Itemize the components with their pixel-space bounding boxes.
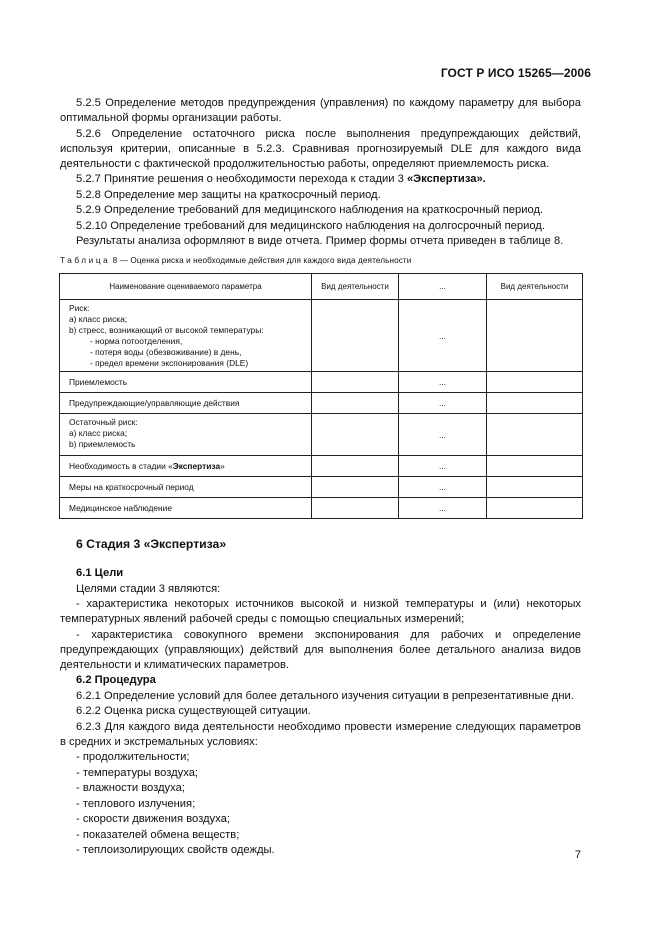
table-header-row <box>60 274 583 300</box>
risk-subline: - потеря воды (обезвоживание) в день, <box>90 347 242 357</box>
cell-empty <box>487 414 583 456</box>
cell-ellipsis: ... <box>399 414 487 456</box>
residual-line: Остаточный риск: <box>69 417 138 427</box>
para-5-2-5: 5.2.5 Определение методов предупреждения (управления) по каждому параметру для выбора оптимальной формы организации работы. <box>60 97 581 124</box>
list-item: - продолжительности; <box>76 751 190 763</box>
row-need-stage-label <box>60 456 312 477</box>
list-item: - теплового излучения; <box>76 797 196 810</box>
table-row <box>60 393 583 414</box>
cell-empty <box>312 300 399 372</box>
para-5-2-10: 5.2.10 Определение требований для медицинского наблюдения на долгосрочный период. <box>76 219 545 232</box>
cell-empty <box>487 498 583 519</box>
goal-item: - характеристика некоторых источников высокой и низкой температуры и (или) некоторых температурных явлений рабочей среды с помощью специальных измерений; <box>60 598 581 625</box>
header-activity-2: Вид деятельности <box>487 274 583 300</box>
row-risk-label <box>60 300 312 372</box>
para-6-2-1: 6.2.1 Определение условий для более детального изучения ситуации в репрезентативные дни. <box>76 689 574 702</box>
goal-item: - характеристика совокупного времени экспонирования для рабочих и определение предупреждающих (управляющих) действий для выполнения более детального анализа видов деятельности и климатических параметров. <box>60 628 581 671</box>
row-short-term-label: Меры на краткосрочный период <box>60 477 312 498</box>
section-6-heading: 6 Стадия 3 «Экспертиза» <box>76 537 227 551</box>
heading-6-2: 6.2 Процедура <box>76 674 156 686</box>
cell-empty <box>312 414 399 456</box>
para-results: Результаты анализа оформляют в виде отчета. Пример формы отчета приведен в таблице 8. <box>76 235 564 247</box>
table-row <box>60 300 583 372</box>
table-row <box>60 456 583 477</box>
para-5-2-6: 5.2.6 Определение остаточного риска после выполнения предупреждающих действий, используя критерии, описанные в 5.2.3. Сравнивая прогнозируемый DLE для каждого вида деятельности с фактической продолжительностью работы, определяют приемлемость риска. <box>60 127 581 170</box>
cell-empty <box>312 498 399 519</box>
cell-ellipsis: ... <box>399 498 487 519</box>
cell-ellipsis: ... <box>399 477 487 498</box>
risk-subline: - предел времени экспонирования (DLE) <box>90 358 249 368</box>
table-row <box>60 372 583 393</box>
header-ellipsis: ... <box>399 274 487 300</box>
risk-line: a) класс риска; <box>69 314 128 324</box>
cell-empty <box>312 477 399 498</box>
list-item: - показателей обмена веществ; <box>76 828 240 841</box>
header-parameter: Наименование оцениваемого параметра <box>60 274 312 300</box>
risk-line: b) стресс, возникающий от высокой температуры: <box>69 325 264 335</box>
para-6-2-2: 6.2.2 Оценка риска существующей ситуации. <box>76 705 311 717</box>
row-preventive-label: Предупреждающие/управляющие действия <box>60 393 312 414</box>
residual-line: a) класс риска; <box>69 428 128 438</box>
cell-empty <box>487 477 583 498</box>
table-caption-text: 8 — Оценка риска и необходимые действия для каждого вида деятельности <box>110 256 412 265</box>
cell-empty <box>312 456 399 477</box>
list-item: - теплоизолирующих свойств одежды. <box>76 844 275 856</box>
para-5-2-8: 5.2.8 Определение мер защиты на краткосрочный период. <box>76 188 381 201</box>
cell-empty <box>487 372 583 393</box>
page-number: 7 <box>574 849 581 861</box>
risk-subline: - норма потоотделения, <box>90 336 183 346</box>
para-5-2-9: 5.2.9 Определение требований для медицинского наблюдения на краткосрочный период. <box>76 204 544 216</box>
expertise-bold: «Экспертиза». <box>406 173 486 185</box>
cell-empty <box>487 300 583 372</box>
need-stage-text: Необходимость в стадии « <box>69 460 173 471</box>
row-acceptability-label: Приемлемость <box>60 372 312 393</box>
list-item: - скорости движения воздуха; <box>76 813 230 825</box>
cell-empty <box>487 393 583 414</box>
need-stage-bold: Экспертиза <box>172 460 221 471</box>
para-goals: Целями стадии 3 являются: <box>76 582 221 595</box>
heading-6-1: 6.1 Цели <box>76 567 124 579</box>
document-code: ГОСТ Р ИСО 15265—2006 <box>440 66 591 80</box>
list-item: - влажности воздуха; <box>76 782 185 794</box>
table-row <box>60 414 583 456</box>
para-5-2-7 <box>60 172 581 187</box>
cell-ellipsis: ... <box>399 393 487 414</box>
header-activity-1: Вид деятельности <box>312 274 399 300</box>
row-medical-label: Медицинское наблюдение <box>60 498 312 519</box>
para-5-2-7-text: 5.2.7 Принятие решения о необходимости перехода к стадии 3 <box>76 173 407 185</box>
section-6-body <box>60 566 581 859</box>
cell-ellipsis: ... <box>399 300 487 372</box>
cell-empty <box>487 456 583 477</box>
residual-line: b) приемлемость <box>69 439 136 449</box>
need-stage-end: » <box>220 460 225 471</box>
table-caption <box>60 256 411 265</box>
table-row <box>60 498 583 519</box>
cell-empty <box>312 393 399 414</box>
risk-table <box>59 273 583 519</box>
row-residual-label <box>60 414 312 456</box>
section-5-2-text <box>60 96 581 250</box>
list-item: - температуры воздуха; <box>76 766 199 779</box>
cell-ellipsis: ... <box>399 372 487 393</box>
para-6-2-3: 6.2.3 Для каждого вида деятельности необходимо провести измерение следующих параметров в средних и экстремальных условиях: <box>60 720 581 748</box>
risk-line: Риск: <box>69 303 90 313</box>
table-caption-label: Таблица <box>60 256 111 265</box>
cell-ellipsis: ... <box>399 456 487 477</box>
cell-empty <box>312 372 399 393</box>
table-row <box>60 477 583 498</box>
